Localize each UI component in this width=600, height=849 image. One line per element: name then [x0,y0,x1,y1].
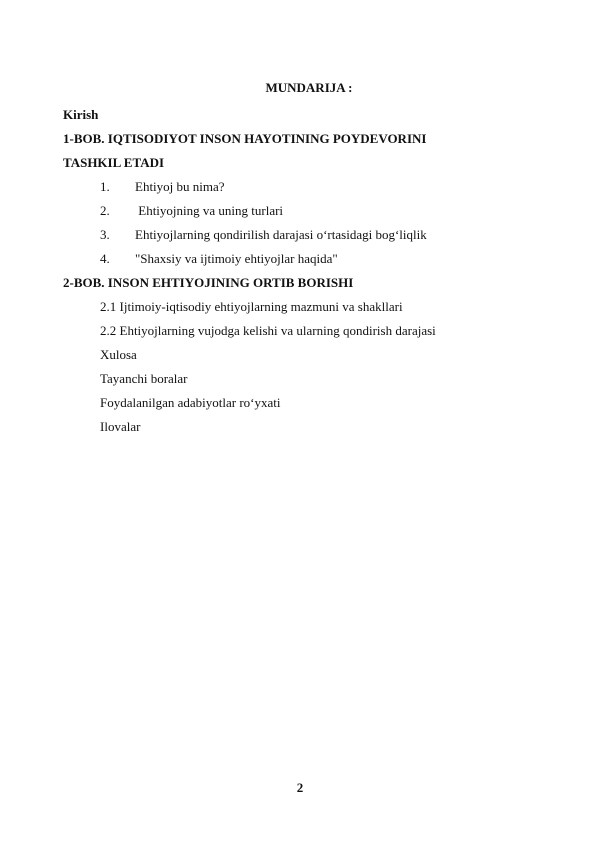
toc-subitem: 2.2 Ehtiyojlarning vujodga kelishi va ularning qondirish darajasi [100,323,436,338]
toc-intro: Kirish [63,107,99,122]
page-title: MUNDARIJA : [265,80,353,95]
toc-endmatter-item: Foydalanilgan adabiyotlar ro‘yxati [100,395,281,410]
toc-item-number: 1. [100,179,110,194]
toc-subitem: 2.1 Ijtimoiy-iqtisodiy ehtiyojlarning mazmuni va shakllari [100,299,403,314]
toc-item-number: 2. [100,203,110,218]
toc-item-number: 3. [100,227,110,242]
toc-endmatter-item: Tayanchi boralar [100,371,188,386]
toc-chapter1-line1: 1-BOB. IQTISODIYOT INSON HAYOTINING POYDEVORINI [63,131,427,146]
toc-item-number: 4. [100,251,110,266]
toc-chapter1-line2: TASHKIL ETADI [63,155,165,170]
toc-endmatter-item: Ilovalar [100,419,141,434]
toc-chapter2-line1: 2-BOB. INSON EHTIYOJINING ORTIB BORISHI [63,275,354,290]
toc-item-text: "Shaxsiy va ijtimoiy ehtiyojlar haqida" [135,251,338,266]
toc-endmatter-item: Xulosa [100,347,137,362]
toc-item-text: Ehtiyojning va uning turlari [135,203,284,218]
toc-item-text: Ehtiyojlarning qondirilish darajasi o‘rtasidagi bog‘liqlik [135,227,427,242]
toc-item-text: Ehtiyoj bu nima? [135,179,225,194]
page-number: 2 [296,780,304,795]
